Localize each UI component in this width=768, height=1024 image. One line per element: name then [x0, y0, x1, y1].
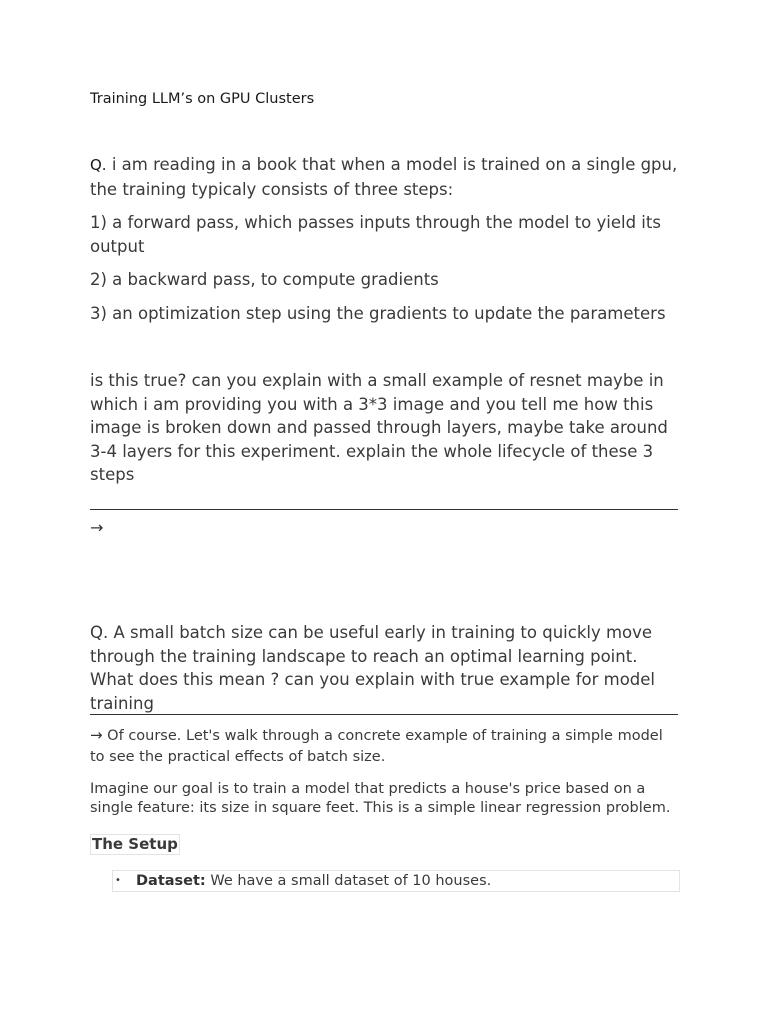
answer-2-paragraph: Imagine our goal is to train a model that predicts a house's price based on a single feature: its size in square feet. This is a simple linear regression problem. [90, 781, 671, 816]
question-1-intro-text: i am reading in a book that when a model is trained on a single gpu, the training typicaly consists of three steps: [90, 155, 678, 199]
page-title: Training LLM’s on GPU Clusters [90, 91, 315, 107]
arrow-right-icon: → [90, 726, 103, 744]
question-2: Q. A small batch size can be useful early in training to quickly move through the training landscape to reach an optimal learning point. What does this mean ? can you explain with true example for model training [90, 623, 656, 713]
list-item-body: We have a small dataset of 10 houses. [205, 873, 492, 889]
step-backward-pass: 2) a backward pass, to compute gradients [90, 270, 439, 289]
question-1-intro [90, 153, 678, 201]
step-optimization: 3) an optimization step using the gradients to update the parameters [90, 303, 666, 323]
step-forward-pass: 1) a forward pass, which passes inputs through the model to yield its output [90, 213, 661, 256]
list-item-text [136, 871, 491, 891]
bullet-icon: • [115, 875, 121, 886]
divider [90, 714, 678, 715]
list-item-label: Dataset: [136, 873, 206, 889]
answer-2-intro-text: Of course. Let's walk through a concrete example of training a simple model to see the practical effects of batch size. [90, 728, 663, 765]
question-prefix: Q. [90, 156, 107, 174]
divider [90, 509, 678, 510]
question-1 [90, 153, 678, 497]
arrow-right-icon: → [90, 518, 104, 537]
list-item [112, 870, 680, 892]
answer-2-intro [90, 725, 678, 768]
question-1-followup: is this true? can you explain with a small example of resnet maybe in which i am providing you with a 3*3 image and you tell me how this image is broken down and passed through layers, maybe take around 3-4 layers for this experiment. explain the whole lifecycle of these 3 steps [90, 371, 668, 484]
section-heading: The Setup [92, 835, 178, 853]
